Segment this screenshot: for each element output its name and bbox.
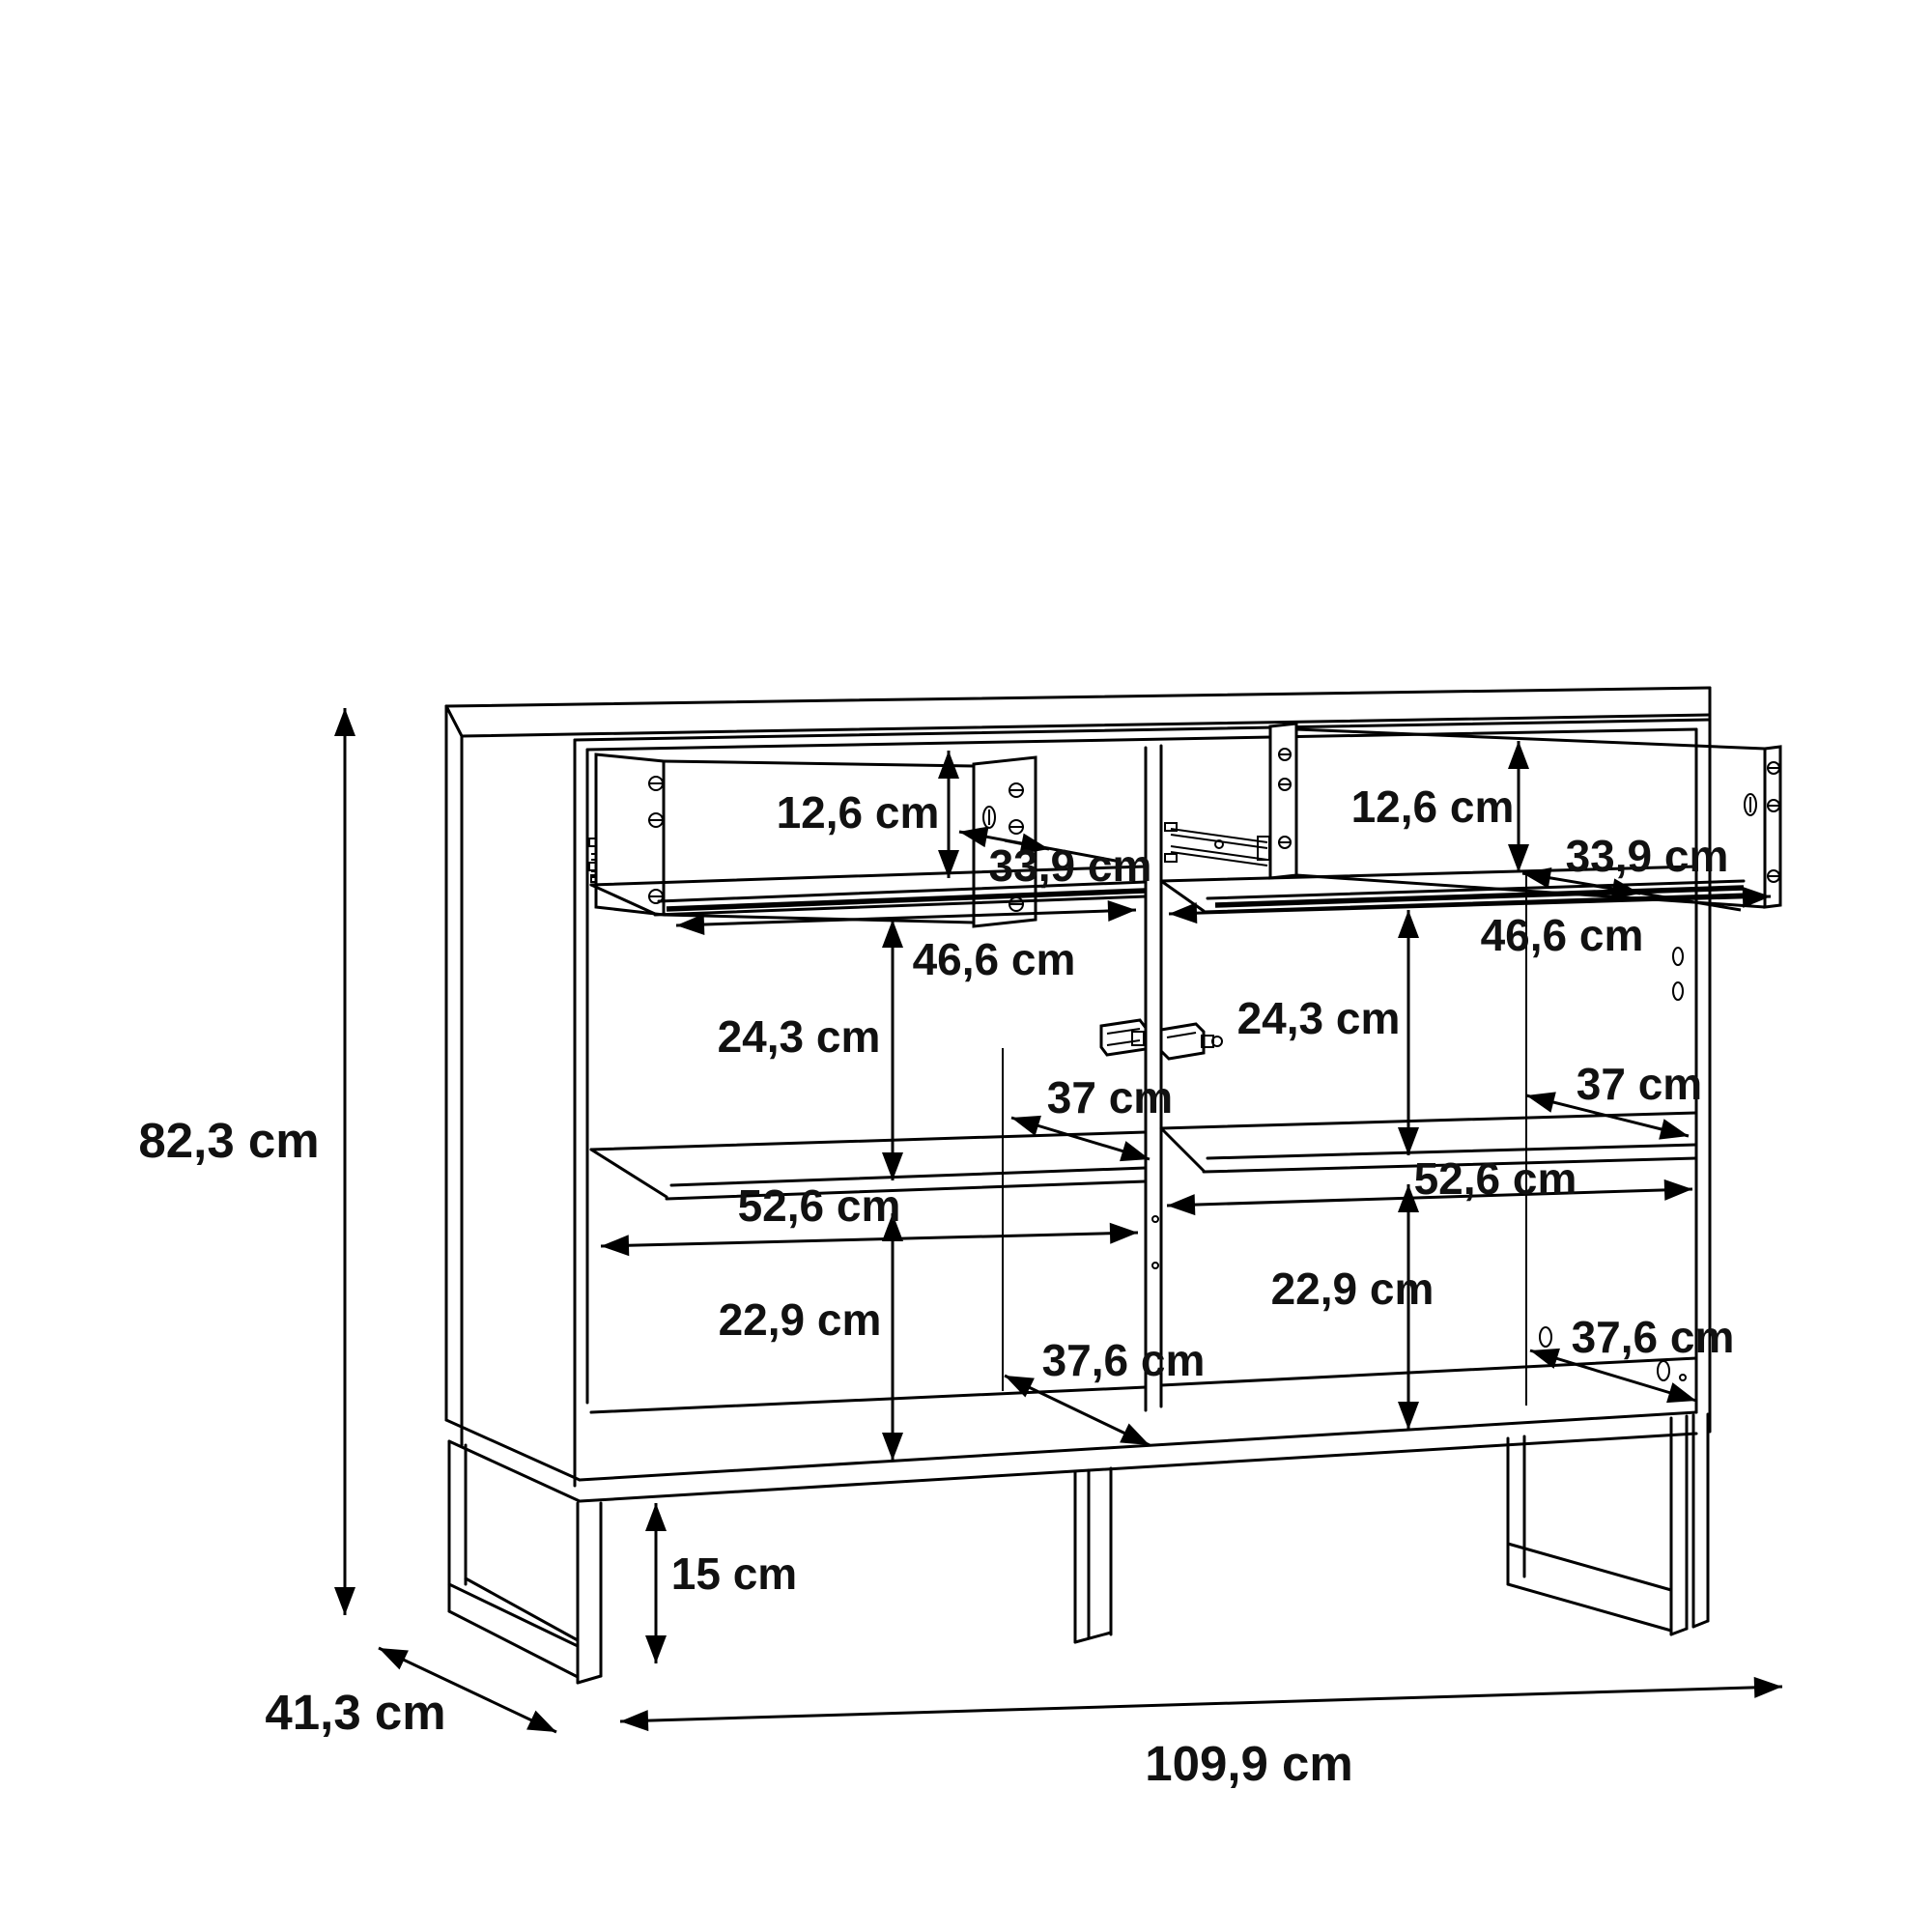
label-left-drawer-depth: 33,9 cm: [988, 840, 1152, 891]
label-overall-height: 82,3 cm: [138, 1113, 320, 1168]
label-right-drawer-height: 12,6 cm: [1350, 781, 1515, 832]
label-left-width: 52,6 cm: [737, 1180, 901, 1231]
label-right-drawer-depth: 33,9 cm: [1565, 831, 1729, 881]
label-right-upper-height: 24,3 cm: [1236, 993, 1401, 1043]
label-right-shelf-depth: 37 cm: [1576, 1059, 1703, 1109]
label-right-width: 52,6 cm: [1413, 1153, 1577, 1204]
label-overall-width: 109,9 cm: [1145, 1736, 1353, 1791]
metal-sled-legs: [449, 1414, 1708, 1683]
label-left-upper-height: 24,3 cm: [717, 1011, 881, 1062]
dim-arrow-left-width: [601, 1233, 1138, 1246]
label-left-bottom-depth: 37,6 cm: [1041, 1335, 1206, 1385]
dim-arrow-left-shelf-depth: [1011, 1118, 1150, 1159]
label-left-drawer-height: 12,6 cm: [776, 787, 940, 838]
label-left-lower-height: 22,9 cm: [718, 1294, 882, 1345]
dimension-labels: [138, 781, 1734, 1791]
drawer-left: [589, 754, 1036, 926]
label-right-bottom-depth: 37,6 cm: [1571, 1312, 1735, 1362]
label-leg-height: 15 cm: [670, 1548, 798, 1599]
label-overall-depth: 41,3 cm: [265, 1685, 446, 1740]
dim-arrow-overall-width: [620, 1687, 1782, 1721]
label-right-drawer-width: 46,6 cm: [1480, 910, 1644, 960]
label-right-lower-height: 22,9 cm: [1270, 1264, 1435, 1314]
drawer-slide-rail-icon: [1165, 823, 1269, 866]
label-left-drawer-width: 46,6 cm: [912, 934, 1076, 984]
label-left-shelf-depth: 37 cm: [1046, 1072, 1174, 1122]
dim-arrow-left-bottom-depth: [1005, 1376, 1150, 1445]
